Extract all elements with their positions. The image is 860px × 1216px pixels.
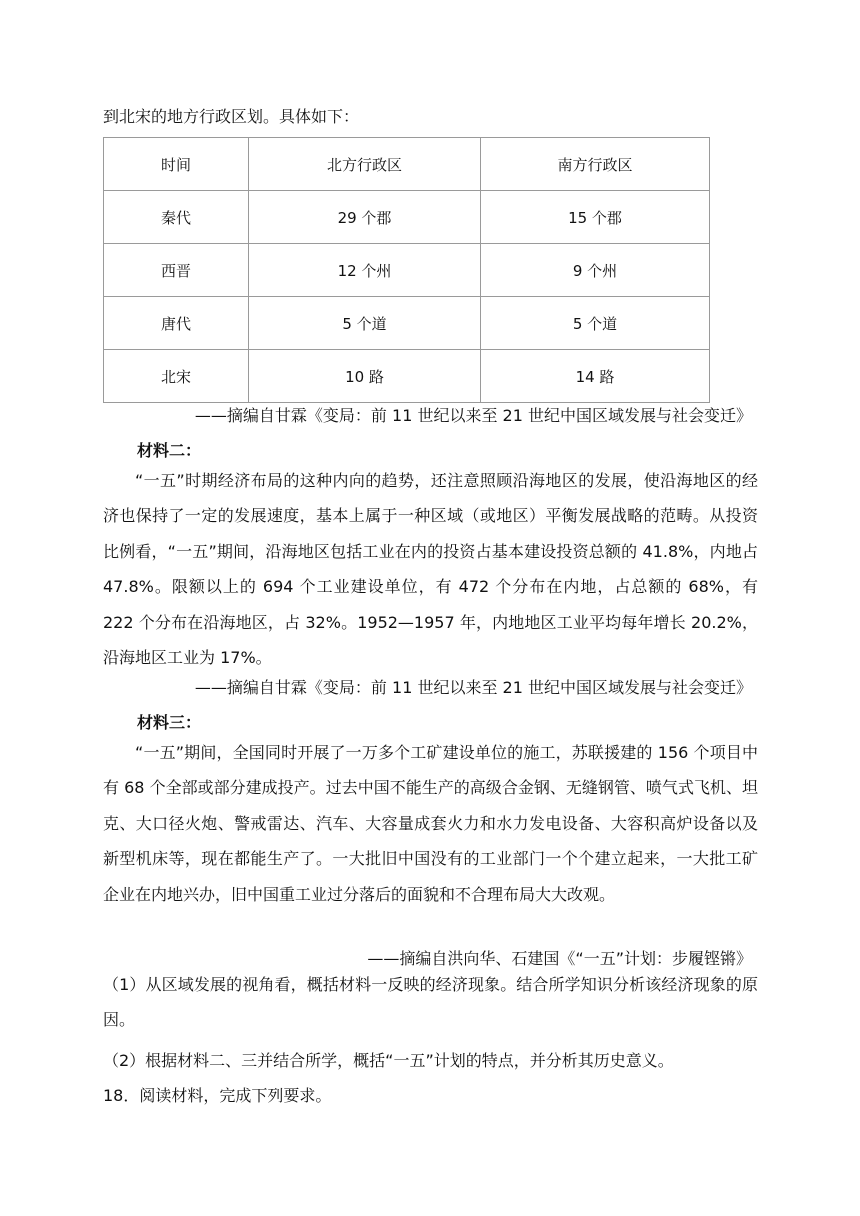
table-cell: 10 路 xyxy=(249,350,481,403)
table-cell: 唐代 xyxy=(104,297,249,350)
table-cell: 9 个州 xyxy=(481,244,710,297)
material2-heading: 材料二： xyxy=(137,441,202,460)
table-cell: 29 个郡 xyxy=(249,191,481,244)
table-cell: 14 路 xyxy=(481,350,710,403)
source-citation-3: ——摘编自洪向华、石建国《“一五”计划：步履铿锵》 xyxy=(367,949,752,968)
table-cell: 15 个郡 xyxy=(481,191,710,244)
intro-line: 到北宋的地方行政区划。具体如下： xyxy=(103,107,360,126)
admin-division-table xyxy=(103,137,710,403)
material2-body: “一五”时期经济布局的这种内向的趋势，还注意照顾沿海地区的发展，使沿海地区的经济也保持了一定的发展速度，基本上属于一种区域（或地区）平衡发展战略的范畴。从投资比例看，“一五”期间，沿海地区包括工业在内的投资占基本建设投资总额的 41.8%，内地占 47.8%。限额以上的 694 个工业建设单位，有 472 个分布在内地，占总额的 68%，有 222 个分布在沿海地区，占 32%。1952—1957 年，内地地区工业平均每年增长 20.2%，沿海地区工业为 17%。 xyxy=(103,471,758,668)
table-cell: 秦代 xyxy=(104,191,249,244)
question-1: （1）从区域发展的视角看，概括材料一反映的经济现象。结合所学知识分析该经济现象的原因。 xyxy=(103,975,758,1030)
header-cell: 南方行政区 xyxy=(481,138,710,191)
table-cell: 西晋 xyxy=(104,244,249,297)
header-cell: 北方行政区 xyxy=(249,138,481,191)
table-cell: 5 个道 xyxy=(249,297,481,350)
table-row xyxy=(104,244,710,297)
material3-heading: 材料三： xyxy=(137,713,202,732)
source-citation-2: ——摘编自甘霖《变局：前 11 世纪以来至 21 世纪中国区域发展与社会变迁》 xyxy=(194,678,752,697)
material3-text xyxy=(103,735,758,912)
material2-text xyxy=(103,463,758,675)
table-cell: 5 个道 xyxy=(481,297,710,350)
material3-body: “一五”期间，全国同时开展了一万多个工矿建设单位的施工，苏联援建的 156 个项目中有 68 个全部或部分建成投产。过去中国不能生产的高级合金钢、无缝钢管、喷气式飞机、坦克、大口径火炮、警戒雷达、汽车、大容量成套火力和水力发电设备、大容积高炉设备以及新型机床等，现在都能生产了。一大批旧中国没有的工业部门一个个建立起来，一大批工矿企业在内地兴办，旧中国重工业过分落后的面貌和不合理布局大大改观。 xyxy=(103,743,758,904)
next-item: 18．阅读材料，完成下列要求。 xyxy=(103,1086,332,1105)
table-row xyxy=(104,297,710,350)
table-cell: 12 个州 xyxy=(249,244,481,297)
table-row xyxy=(104,191,710,244)
table-row xyxy=(104,350,710,403)
question-2: （2）根据材料二、三并结合所学，概括“一五”计划的特点，并分析其历史意义。 xyxy=(103,1051,674,1070)
table-header-row xyxy=(104,138,710,191)
header-cell: 时间 xyxy=(104,138,249,191)
table-cell: 北宋 xyxy=(104,350,249,403)
source-citation-1: ——摘编自甘霖《变局：前 11 世纪以来至 21 世纪中国区域发展与社会变迁》 xyxy=(194,406,752,425)
